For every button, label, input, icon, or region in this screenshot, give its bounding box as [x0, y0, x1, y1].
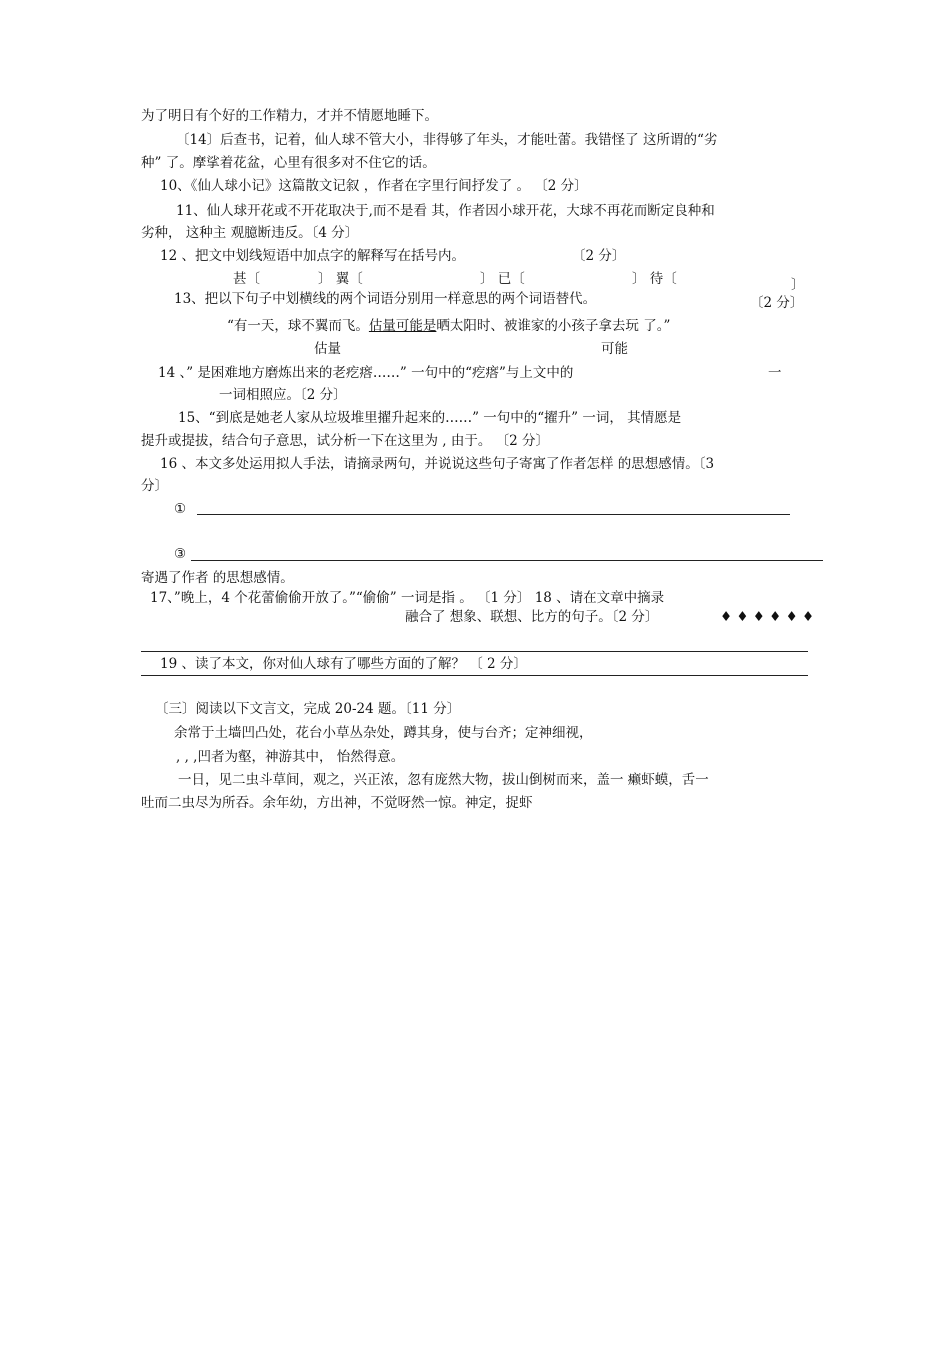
answer-bracket: 〕 翼〔: [318, 271, 363, 287]
replacement-word-1: 估量: [314, 341, 341, 357]
underlined-phrase: 估量可能是: [368, 318, 437, 334]
question-11-cont: 劣种， 这种主 观臆断违反。〔4 分〕: [141, 225, 359, 241]
section-3-heading: 〔三〕阅读以下文言文，完成 20-24 题。〔11 分〕: [155, 701, 461, 717]
answer-line-4[interactable]: [141, 675, 808, 676]
question-13: 13、把以下句子中划横线的两个词语分别用一样意思的两个词语替代。: [174, 291, 597, 307]
answer-line-3[interactable]: [141, 651, 808, 652]
classical-text-line: 余常于土墙凹凸处，花台小草丛杂处，蹲其身，使与台齐；定神细视，: [174, 725, 593, 741]
classical-text-line: 吐而二虫尽为所吞。余年幼，方出神，不觉呀然一惊。神定，捉虾: [141, 795, 533, 811]
question-14-dash: 一: [768, 365, 782, 381]
classical-text-line: 一日，见二虫斗草间，观之，兴正浓，忽有庞然大物，拔山倒树而来，盖一 癞虾蟆，舌一: [178, 772, 709, 788]
answer-marker-2: ③: [174, 546, 187, 562]
question-16-cont: 分〕: [141, 478, 168, 494]
question-16: 16 、本文多处运用拟人手法，请摘录两句，并说说这些句子寄寓了作者怎样 的思想感情。〔3: [160, 456, 715, 472]
replacement-word-2: 可能: [601, 341, 628, 357]
question-18-cont: 融合了 想象、联想、比方的句子。〔2 分〕: [405, 609, 659, 625]
answer-bracket: 〕 待〔: [632, 271, 677, 287]
question-14-cont: 一词相照应。〔2 分〕: [219, 387, 347, 403]
question-14: 14 、” 是困难地方磨炼出来的老疙瘩……” 一句中的“疙瘩”与上文中的: [158, 365, 574, 381]
passage-line: 种” 了。摩挲着花盆，心里有很多对不住它的话。: [141, 155, 436, 171]
diamond-bullets: ♦ ♦ ♦ ♦ ♦ ♦: [720, 609, 815, 625]
question-13-score: 〔2 分〕: [750, 295, 804, 311]
passage-line: 为了明日有个好的工作精力，才并不情愿地睡下。: [141, 108, 438, 124]
question-12-score: 〔2 分〕: [572, 248, 626, 264]
answer-bracket: 甚〔: [233, 271, 260, 287]
answer-bracket: 〕: [791, 277, 805, 293]
question-12: 12 、把文中划线短语中加点字的解释写在括号内。: [160, 248, 465, 264]
answer-bracket: 〕 已〔: [480, 271, 525, 287]
question-17: 17、”晚上，4 个花蕾偷偷开放了。”“偷偷” 一词是指 。 〔1 分〕 18 、请在文章中摘录: [150, 590, 665, 606]
answer-line-1[interactable]: [197, 514, 790, 515]
sentence-text: 晒太阳时、被谁家的小孩子拿去玩 了。”: [436, 318, 671, 334]
question-15: 15、“到底是她老人家从垃圾堆里擢升起来的……” 一句中的“擢升” 一词， 其情愿是: [178, 410, 682, 426]
classical-text-line: , , ,凹者为壑，神游其中， 怡然得意。: [176, 749, 405, 765]
question-15-cont: 提升或提拔，结合句子意思，试分析一下在这里为 , 由于。 〔2 分〕: [141, 433, 550, 449]
answer-marker-1: ①: [174, 501, 187, 517]
question-13-sentence: [227, 317, 670, 335]
sentence-text: “有一天，球不翼而飞。: [227, 318, 369, 334]
answer-line-2[interactable]: [191, 560, 823, 561]
question-19: 19 、读了本文，你对仙人球有了哪些方面的了解？ 〔 2 分〕: [160, 656, 527, 672]
question-11: 11、仙人球开花或不开花取决于,而不是看 其，作者因小球开花，大球不再花而断定良种和: [176, 203, 715, 219]
question-16-tail: 寄遇了作者 的思想感情。: [141, 570, 294, 586]
passage-line: 〔14〕后查书，记着，仙人球不管大小，非得够了年头，才能吐蕾。我错怪了 这所谓的“劣: [176, 132, 718, 148]
question-10: 10、《仙人球小记》这篇散文记叙 ，作者在字里行间抒发了 。 〔2 分〕: [160, 178, 588, 194]
